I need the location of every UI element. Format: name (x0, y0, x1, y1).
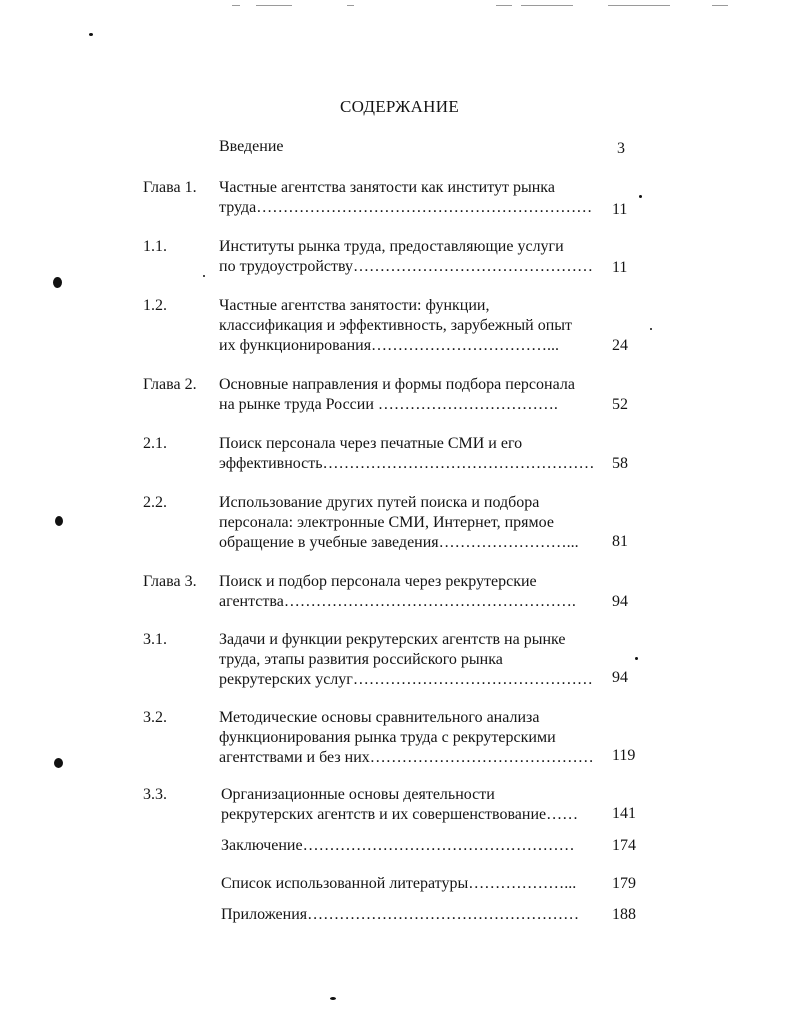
toc-line: Список использованной литературы………………... (221, 875, 577, 892)
toc-text (219, 493, 604, 553)
toc-page-number: 141 (612, 805, 636, 822)
toc-number: 2.2. (143, 494, 167, 511)
toc-text (219, 572, 604, 612)
toc-line: Методические основы сравнительного анализа (219, 709, 540, 726)
toc-line: Институты рынка труда, предоставляющие услуги (219, 238, 564, 255)
toc-line: рекрутерских услуг……………………………………… (219, 671, 593, 688)
scan-speck (639, 195, 642, 198)
toc-text (219, 137, 604, 157)
scan-artifact (608, 5, 670, 6)
toc-line: Частные агентства занятости как институт рынка (219, 179, 555, 196)
toc-page-number: 81 (612, 533, 628, 550)
page-title: СОДЕРЖАНИЕ (339, 97, 460, 116)
toc-number: 1.1. (143, 238, 167, 255)
toc-line: Приложения…………………………………………… (221, 906, 580, 923)
scan-speck (203, 275, 205, 277)
punch-hole-mark (55, 516, 63, 526)
toc-page-number: 3 (617, 140, 625, 157)
toc-line: их функционирования……………………………... (219, 337, 560, 354)
toc-line: Частные агентства занятости: функции, (219, 297, 490, 314)
toc-number: 1.2. (143, 297, 167, 314)
toc-line: труда……………………………………………………… (219, 199, 593, 216)
toc-text (219, 375, 604, 415)
toc-line: Поиск персонала через печатные СМИ и его (219, 435, 523, 452)
toc-page-number: 11 (612, 201, 628, 218)
punch-hole-mark (53, 277, 62, 288)
toc-number: Глава 1. (143, 179, 197, 196)
toc-line: обращение в учебные заведения……………………... (219, 534, 579, 551)
scan-artifact (232, 5, 240, 6)
toc-line: Основные направления и формы подбора персонала (219, 376, 575, 393)
toc-line: Введение (219, 138, 284, 155)
scan-speck (330, 997, 336, 1000)
toc-line: рекрутерских агентств и их совершенствование…… (221, 806, 579, 823)
toc-text (219, 296, 604, 356)
toc-line: труда, этапы развития российского рынка (219, 651, 503, 668)
toc-text (221, 785, 606, 825)
toc-line: эффективность…………………………………………… (219, 455, 595, 472)
toc-page-number: 24 (612, 337, 628, 354)
toc-line: Организационные основы деятельности (221, 786, 495, 803)
toc-text (219, 434, 604, 474)
toc-page-number: 11 (612, 259, 628, 276)
toc-line: Использование других путей поиска и подбора (219, 494, 540, 511)
toc-line: агентства………………………………………………. (219, 593, 576, 610)
toc-page-number: 179 (612, 875, 636, 892)
toc-line: классификация и эффективность, зарубежный опыт (219, 317, 573, 334)
scan-artifact (712, 5, 728, 6)
toc-page-number: 58 (612, 455, 628, 472)
scan-artifact (496, 5, 512, 6)
toc-number: Глава 3. (143, 573, 197, 590)
scan-speck (650, 328, 652, 330)
toc-page-number: 174 (612, 837, 636, 854)
toc-number: Глава 2. (143, 376, 197, 393)
toc-text (221, 905, 606, 925)
toc-line: функционирования рынка труда с рекрутерскими (219, 729, 556, 746)
toc-text (219, 708, 604, 768)
toc-page-number: 94 (612, 669, 628, 686)
scan-speck (635, 657, 638, 660)
scan-speck (89, 33, 93, 36)
punch-hole-mark (54, 758, 63, 768)
toc-line: на рынке труда России ……………………………. (219, 396, 558, 413)
toc-number: 3.1. (143, 631, 167, 648)
scan-artifact (256, 5, 292, 6)
toc-page-number: 119 (612, 747, 636, 764)
toc-line: агентствами и без них…………………………………… (219, 749, 594, 766)
toc-line: персонала: электронные СМИ, Интернет, прямое (219, 514, 554, 531)
toc-text (221, 836, 606, 856)
toc-line: Задачи и функции рекрутерских агентств на рынке (219, 631, 566, 648)
toc-page-number: 188 (612, 906, 636, 923)
toc-number: 3.2. (143, 709, 167, 726)
toc-text (219, 630, 604, 690)
toc-page-number: 94 (612, 593, 628, 610)
toc-text (221, 874, 606, 894)
scan-artifact (347, 5, 354, 6)
toc-line: Поиск и подбор персонала через рекрутерские (219, 573, 537, 590)
toc-line: Заключение…………………………………………… (221, 837, 575, 854)
toc-number: 3.3. (143, 786, 167, 803)
toc-line: по трудоустройству……………………………………… (219, 258, 594, 275)
toc-text (219, 237, 604, 277)
toc-page-number: 52 (612, 396, 628, 413)
toc-text (219, 178, 604, 218)
toc-number: 2.1. (143, 435, 167, 452)
scan-artifact (521, 5, 573, 6)
